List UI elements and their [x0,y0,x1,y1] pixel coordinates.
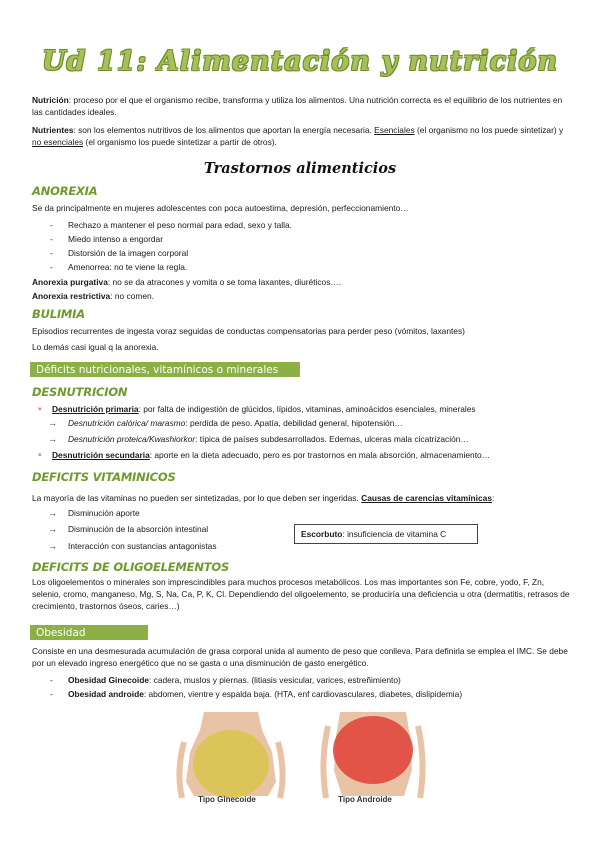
escorbuto-box [294,524,478,544]
androide-term: Obesidad androide [68,689,144,699]
nutrientes-paragraph [32,124,572,148]
causa-item: Disminución aporte [68,508,140,518]
esenciales-term: Esenciales [374,125,415,135]
escorbuto-text: : insuficiencia de vitamina C [342,529,447,539]
ginecoide-caption: Tipo Ginecoide [198,795,256,804]
desnutricion-proteica [68,433,469,445]
deficits-vitaminicos-desc [32,492,572,504]
desnutricion-heading: DESNUTRICION [32,385,128,399]
restrictiva-text: : no comen. [110,291,154,301]
nutrientes-term: Nutrientes [32,125,74,135]
anorexia-desc: Se da principalmente en mujeres adolescentes con poca autoestima, depresión, perfeccionamiento… [32,203,409,213]
anorexia-item: Miedo intenso a engordar [68,234,163,244]
trastornos-title: Trastornos alimenticios [203,160,397,177]
vit-desc-1: La mayoría de las vitaminas no pueden ser sintetizadas, por lo que deben ser ingeridas. [32,493,362,503]
dash-marker: - [50,675,53,685]
primaria-text: : por falta de indigestión de glúcidos, lípidos, vitaminas, aminoácidos esenciales, minerales [138,404,476,414]
deficits-vitaminicos-heading: DEFICITS VITAMINICOS [32,470,176,484]
anorexia-item: Rechazo a mantener el peso normal para edad, sexo y talla. [68,220,292,230]
nutrientes-text-3: (el organismo los puede sintetizar a partir de otros). [83,137,277,148]
dash-marker: - [50,220,53,230]
dash-marker: - [50,262,53,272]
causas-term: Causas de carencias vitamínicas [361,493,492,503]
desnutricion-calorica [68,417,403,429]
bulimia-desc: Episodios recurrentes de ingesta voraz seguidas de conductas compensatorias para perder peso (vómitos, laxantes) [32,326,465,336]
desnutricion-secundaria [52,449,490,461]
desnutricion-primaria [52,403,476,415]
bulimia-desc-2: Lo demás casi igual q la anorexia. [32,342,159,352]
purgativa-term: Anorexia purgativa [32,277,108,287]
arrow-icon: → [48,541,57,551]
arrow-icon: → [48,434,57,444]
bullet-icon: ▪ [38,404,42,415]
nutricion-paragraph [32,94,572,118]
bulimia-heading: BULIMIA [32,307,85,321]
anorexia-item: Amenorrea: no te viene la regla. [68,262,188,272]
restrictiva-term: Anorexia restrictiva [32,291,111,301]
primaria-term: Desnutrición primaria [52,404,139,414]
nutricion-term: Nutrición [32,95,69,105]
anorexia-item: Distorsión de la imagen corporal [68,248,189,258]
secundaria-text: : aporte en la dieta adecuado, pero es por trastornos en mala absorción, almacenamiento… [149,450,491,460]
dash-marker: - [50,248,53,258]
obesidad-section-bar: Obesidad [30,625,148,640]
escorbuto-term: Escorbuto [301,529,343,539]
secundaria-term: Desnutrición secundaria [52,450,150,460]
oligoelementos-desc: Los oligoelementos o minerales son imprescindibles para muchos procesos metabólicos. Los mas importantes son Fe, cobre, yodo, F, Zn, selenio, cromo, manganeso, Mg, S, Na, Ca, P, K, Cl. Dependiendo del oligoelemento, se produciría una deficiencia u otra (dermatitis, retrasos de crecimiento, trastornos óseos, caries…) [32,577,570,612]
arrow-icon: → [48,524,57,534]
deficits-section-bar: Déficits nutricionales, vitamínicos o minerales [30,362,300,377]
anorexia-restrictiva [32,290,572,302]
obesidad-desc: Consiste en una desmesurada acumulación de grasa corporal unida al aumento de peso que conlleva. Para definirla se emplea el IMC. Se debe por un elevado ingreso energético que no se gasta o una disminución de gasto energético. [32,646,568,669]
causa-item: Interacción con sustancias antagonistas [68,541,217,551]
anorexia-heading: ANOREXIA [32,184,98,198]
no-esenciales-term: no esenciales [32,137,84,148]
proteica-term: Desnutrición proteica/Kwashiorkor [68,434,196,444]
ginecoide-text: : cadera, muslos y piernas. (litiasis vesicular, varices, estreñimiento) [148,675,401,685]
obesidad-ginecoide [68,674,401,686]
androide-text: : abdomen, vientre y espalda baja. (HTA, enf cardiovasculares, diabetes, dislipidemia) [143,689,463,699]
nutrientes-text-1: : son los elementos nutritivos de los alimentos que aportan la energía necesaria. [73,125,375,135]
calorica-text: : perdida de peso. Apatía, debilidad general, hipotensión… [185,418,403,428]
androide-caption: Tipo Androide [338,795,392,804]
nutrientes-text-2: (el organismo no los puede sintetizar) y [414,125,564,135]
nutricion-text: : proceso por el que el organismo recibe, transforma y utiliza los alimentos. Una nutrición correcta es el equilibrio de los nutrientes en las cantidades ideales. [32,95,563,118]
vit-desc-2: : [491,493,495,503]
anorexia-purgativa [32,276,572,288]
arrow-icon: → [48,508,57,518]
calorica-term: Desnutrición calórica/ marasmo [68,418,186,428]
obesidad-androide [68,688,462,700]
bullet-icon: ▪ [38,450,42,461]
causa-item: Disminución de la absorción intestinal [68,524,209,534]
dash-marker: - [50,234,53,244]
purgativa-text: : no se da atracones y vomita o se toma laxantes, diuréticos…. [107,277,342,287]
proteica-text: : típica de países subdesarrollados. Edemas, ulceras mala cicatrización… [195,434,469,444]
arrow-icon: → [48,418,57,428]
ginecoide-term: Obesidad Ginecoide [68,675,149,685]
page-title: Ud 11: Alimentación y nutrición [42,46,558,77]
dash-marker: - [50,689,53,699]
oligoelementos-heading: DEFICITS DE OLIGOELEMENTOS [32,560,230,574]
